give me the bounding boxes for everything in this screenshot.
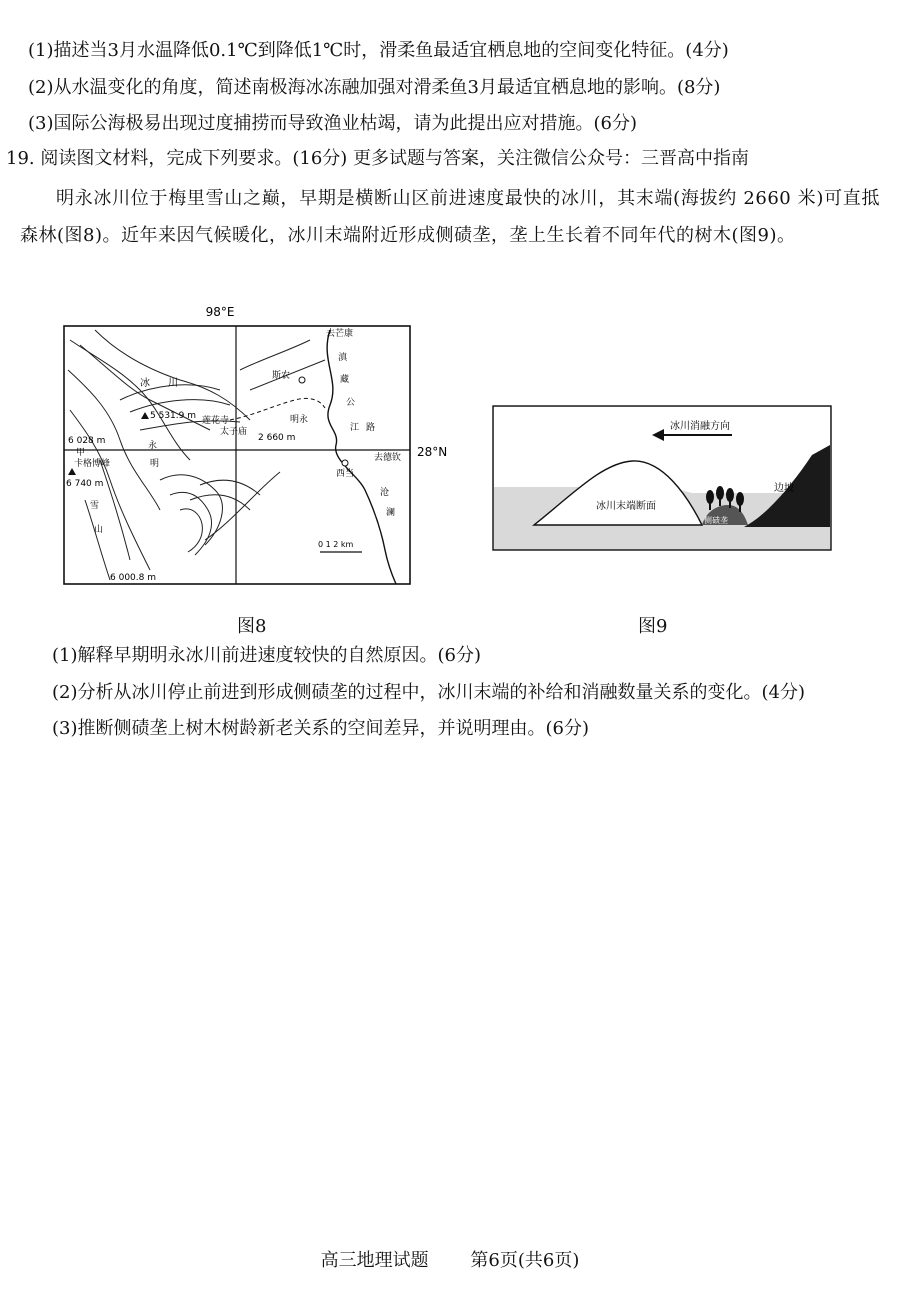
label-mingyong: 明永 [290,415,309,425]
footer-page-number: 第6页(共6页) [470,1250,580,1271]
label-mountain: 山 [94,525,104,535]
footer-subject: 高三地理试题 [320,1250,429,1271]
label-dian: 滇 [338,353,348,363]
label-elev-6028: 6 028 m [68,436,106,446]
q18-item-1: (1)描述当3月水温降低0.1℃到降低1℃时，滑柔鱼最适宜栖息地的空间变化特征。(4分) [28,40,729,61]
q19-sub-2: (2)分析从冰川停止前进到形成侧碛垄的过程中，冰川末端的补给和消融数量关系的变化。(4分) [52,682,805,703]
label-glacier-1: 冰 [140,378,150,389]
label-lancang-1: 澜 [386,508,396,518]
label-lancang-2: 沧 [380,488,390,498]
label-snow: 雪 [90,501,100,511]
label-lu: 路 [366,423,376,433]
label-mingyong-glacier-1: 明 [150,459,160,469]
sinong-marker [299,377,305,383]
label-sinong: 斯农 [272,371,291,381]
q19-sub-3: (3)推断侧碛垄上树木树龄新老关系的空间差异，并说明理由。(6分) [52,718,589,739]
label-elev-2660: 2 660 m [258,433,296,443]
label-xidang: 西当 [336,469,355,479]
page-footer [0,1246,900,1272]
figure-9-caption: 图9 [638,616,668,637]
trail [230,398,325,420]
label-elev-5531: 5 531.9 m [150,411,196,421]
label-section: 冰川末端断面 [596,501,656,512]
label-mingyong-glacier-2: 永 [148,441,158,451]
label-slope: 边坡 [774,483,794,494]
label-taizimiao: 太子庙 [220,427,248,437]
q19-heading: 19. 阅读图文材料，完成下列要求。(16分) 更多试题与答案，关注微信公众号：三晋高中指南 [6,148,750,169]
xidang-marker [342,460,348,466]
label-elev-6000: 6 000.8 m [110,573,156,583]
figure-9-section [492,405,832,553]
peak-5531-marker [141,412,149,419]
lon-label: 98°E [205,305,235,319]
label-to-mangkang: 去芒康 [326,329,354,339]
label-scale: 0 1 2 km [318,540,354,549]
label-moraine: 侧碛垄 [704,516,728,525]
label-peak-prefix: 甲 [76,448,86,458]
label-to-deqin: 去德钦 [374,453,402,463]
q18-item-2: (2)从水温变化的角度，简述南极海冰冻融加强对滑柔鱼3月最适宜栖息地的影响。(8分) [28,77,721,98]
figure-8-map [40,300,448,600]
label-lianhuasi: 莲花寺 [202,416,230,426]
label-peak-name: 卡格博峰 [74,459,111,469]
label-lancang-3: 江 [350,423,360,433]
label-elev-6740: 6 740 m [66,479,104,489]
map-frame [64,326,410,584]
figure-8-caption: 图8 [237,616,267,637]
label-gong: 公 [346,398,356,408]
q19-sub-1: (1)解释早期明永冰川前进速度较快的自然原因。(6分) [52,645,481,666]
q19-paragraph: 明永冰川位于梅里雪山之巅，早期是横断山区前进速度最快的冰川，其末端(海拔约 2660 米)可直抵森林(图8)。近年来因气候暖化，冰川末端附近形成侧碛垄，垄上生长着不同年代的树木(图9)。 [20,188,880,246]
label-melt-direction: 冰川消融方向 [670,421,730,432]
q18-item-3: (3)国际公海极易出现过度捕捞而导致渔业枯竭，请为此提出应对措施。(6分) [28,113,637,134]
label-zang: 藏 [340,375,350,385]
terrain-hatching [68,330,325,580]
lat-label: 28°N [417,445,448,459]
peak-6740-marker [68,468,76,475]
label-glacier-2: 川 [168,378,178,389]
